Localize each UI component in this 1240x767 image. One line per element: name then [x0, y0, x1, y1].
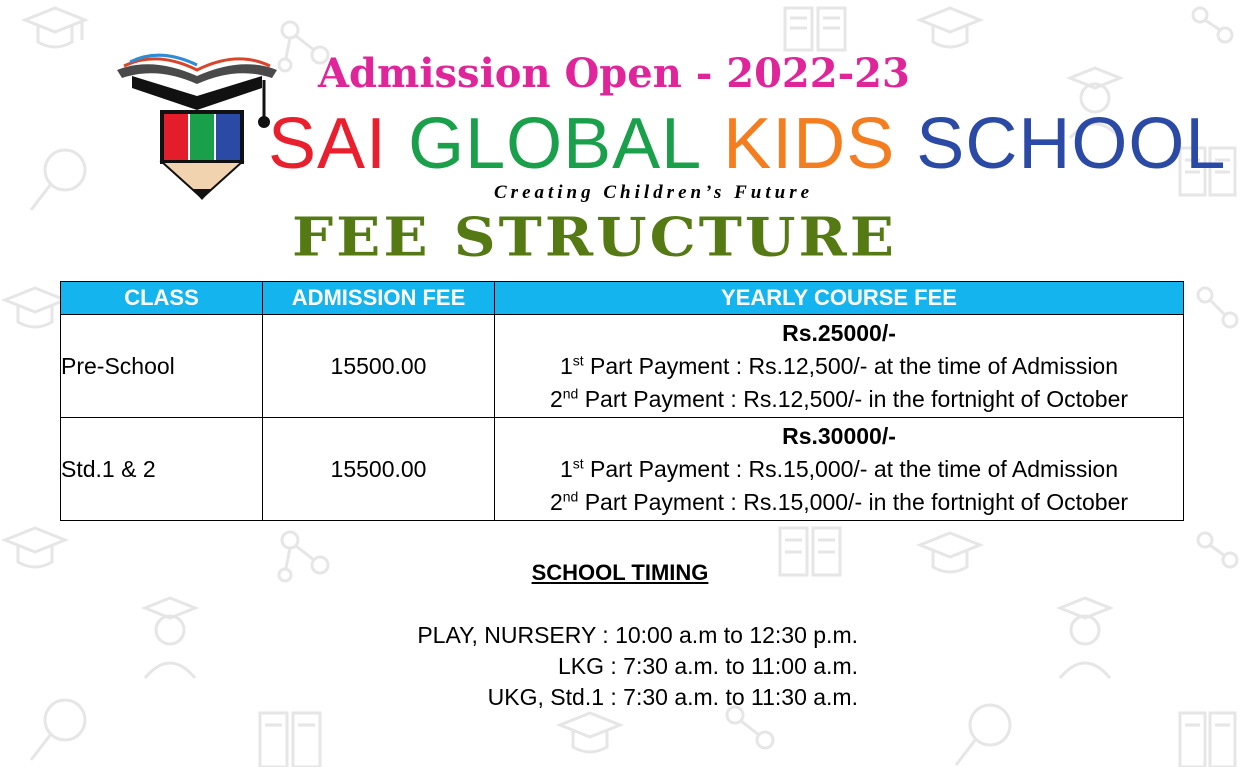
timing-line: LKG : 7:30 a.m. to 11:00 a.m.: [557, 653, 858, 679]
magnifier-icon: [25, 140, 95, 220]
open-book-icon: [255, 705, 325, 767]
column-header-yearly-course-fee: YEARLY COURSE FEE: [495, 282, 1184, 315]
yearly-fee-total: Rs.30000/-: [782, 422, 896, 449]
magnifier-icon: [25, 690, 95, 767]
school-name-word: KIDS: [723, 104, 896, 184]
open-book-icon: [780, 0, 850, 55]
column-header-admission-fee: ADMISSION FEE: [263, 282, 495, 315]
yearly-fee-cell: [495, 315, 1184, 418]
graduate-student-icon: [1050, 590, 1120, 680]
tagline: Creating Children’s Future: [494, 182, 814, 203]
school-logo: [112, 48, 282, 208]
yearly-fee-cell: [495, 418, 1184, 521]
admission-headline: Admission Open - 2022-23: [318, 50, 910, 97]
school-name-word: SCHOOL: [916, 104, 1227, 184]
class-cell: Pre-School: [61, 315, 263, 418]
open-book-icon: [1175, 705, 1240, 767]
timing-line: UKG, Std.1 : 7:30 a.m. to 11:30 a.m.: [487, 684, 858, 710]
payment-line: 1st Part Payment : Rs.15,000/- at the time of Admission: [559, 454, 1119, 482]
magnifier-icon: [950, 695, 1020, 767]
column-header-class: CLASS: [61, 282, 263, 315]
school-timing-title: SCHOOL TIMING: [531, 560, 709, 585]
fee-structure-title: FEE STRUCTURE: [292, 206, 897, 269]
admission-fee-cell: 15500.00: [263, 315, 495, 418]
school-name: [268, 104, 1226, 184]
graduate-student-icon: [135, 590, 205, 680]
payment-line: 2nd Part Payment : Rs.15,000/- in the fortnight of October: [549, 487, 1129, 515]
school-name-word: SAI: [268, 104, 388, 184]
payment-line: 1st Part Payment : Rs.12,500/- at the time of Admission: [559, 351, 1119, 379]
graduation-cap-icon: [20, 0, 90, 60]
table-row: [61, 315, 1184, 418]
timing-line: PLAY, NURSERY : 10:00 a.m to 12:30 p.m.: [417, 622, 858, 648]
molecule-icon: [1180, 0, 1240, 50]
school-name-word: GLOBAL: [408, 104, 703, 184]
admission-fee-cell: 15500.00: [263, 418, 495, 521]
table-row: [61, 418, 1184, 521]
molecule-icon: [1190, 280, 1240, 340]
graduation-cap-icon: [555, 705, 625, 767]
fee-table-header-row: [61, 282, 1184, 315]
fee-table: [60, 281, 1184, 521]
graduation-cap-icon: [915, 0, 985, 60]
payment-line: 2nd Part Payment : Rs.12,500/- in the fortnight of October: [549, 384, 1129, 412]
class-cell: Std.1 & 2: [61, 418, 263, 521]
yearly-fee-total: Rs.25000/-: [782, 319, 896, 346]
